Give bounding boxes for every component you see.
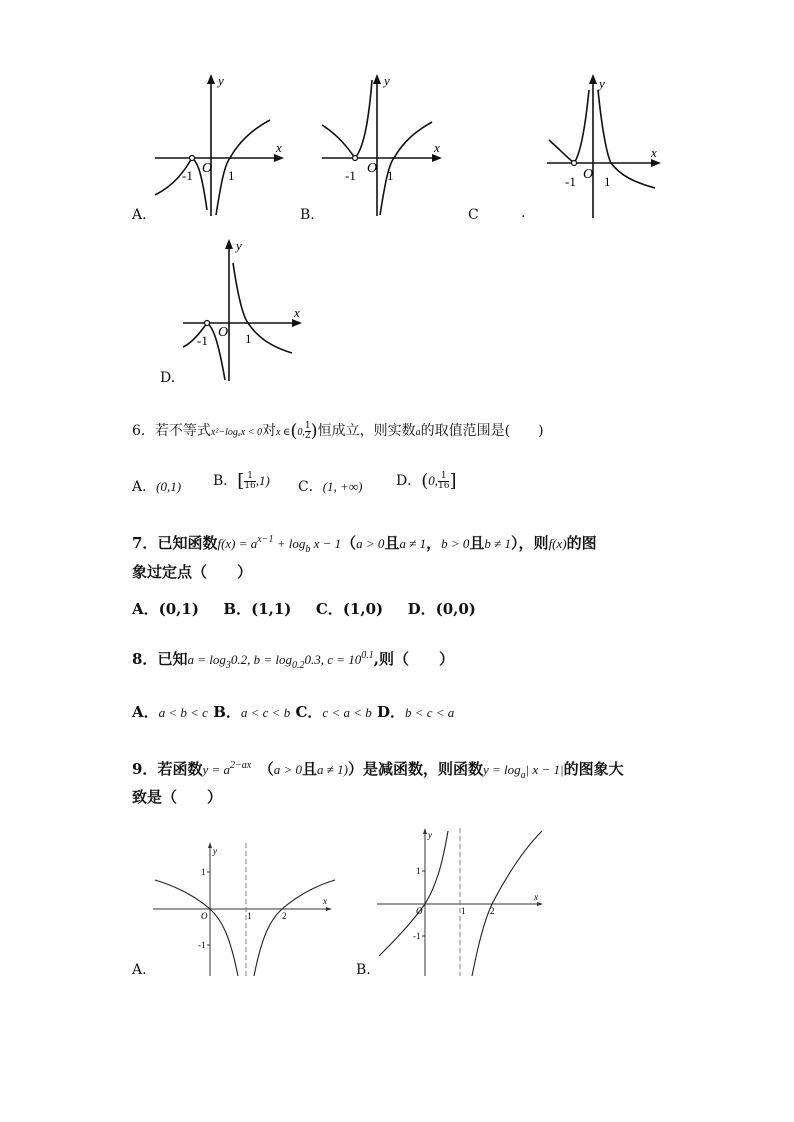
q6-option-d: D．(0, $\frac{1}{16}$ ] — [396, 470, 457, 492]
q5-option-c-label: C — [468, 207, 479, 223]
q6-option-b-label: B． — [213, 473, 238, 489]
q7-comma: ， — [426, 534, 442, 552]
q5b-x-label: x — [434, 140, 440, 155]
q9-graph-a — [150, 838, 340, 978]
q5a-tick-1: 1 — [228, 168, 235, 183]
q8-sub-b: 0.2 — [291, 660, 305, 671]
q6-option-a-label: A． — [132, 479, 157, 495]
q8-text-b: ,则（ ） — [373, 650, 455, 668]
q9-func2-sub: a — [520, 770, 526, 781]
q8-expr-a: a = log — [187, 652, 226, 667]
q9a-tick-x1: 1 — [247, 911, 252, 921]
q7-cond3: b > 0 — [441, 536, 470, 551]
q5a-y-label: y — [218, 73, 224, 88]
q7-text-a: 已知函数 — [157, 534, 218, 552]
q5-option-b-label: B. — [300, 207, 315, 223]
q9-number: 9． — [132, 760, 158, 778]
q9b-origin: O — [416, 906, 423, 916]
q8-option-a: A．a < b < c — [132, 703, 208, 721]
q8-expr-a2: 0.2, b = log — [230, 652, 292, 667]
q9b-tick-x1: 1 — [461, 906, 466, 916]
q5-option-d-label: D. — [160, 370, 176, 386]
q6-option-d-lo: 0, — [428, 473, 439, 488]
q7-option-d: D．(0,0) — [407, 600, 476, 618]
q6-option-d-label: D． — [396, 473, 422, 489]
q6-inequality: x²−logₐx < 0 — [210, 427, 262, 438]
q5d-y-label: y — [236, 238, 242, 253]
q9b-y-label: y — [428, 830, 432, 840]
q6-var: a — [415, 427, 421, 438]
q9b-tick-x2: 2 — [490, 906, 495, 916]
q8-option-c: C．c < a < b — [295, 703, 372, 721]
q9-func-sup: 2−ax — [230, 760, 252, 771]
q7-fx: f(x) — [548, 536, 567, 551]
q7-func-main: f(x) = a — [217, 536, 258, 551]
q9-and1: 且 — [302, 760, 318, 778]
q8-text-a: 已知 — [157, 650, 188, 668]
q8-sup-c: 0.1 — [361, 650, 374, 661]
q6-stem: 6．若不等式x²−logₐx < 0对x ∈(0, $\frac{1}{2}$ )恒成立，则实数a的取值范围是( ) — [132, 420, 544, 442]
q6-option-a-value: (0,1) — [156, 479, 182, 494]
q7-and2: 且 — [469, 534, 485, 552]
q9-text-a: 若函数 — [157, 760, 203, 778]
q5b-y-label: y — [384, 73, 390, 88]
q9-cond2: a ≠ 1) — [317, 762, 348, 777]
q8-number: 8． — [132, 650, 158, 668]
q7-func-end: x − 1 — [313, 536, 342, 551]
q5-graph-d — [180, 235, 310, 385]
q5a-x-label: x — [276, 140, 282, 155]
q7-stem-line2: 象过定点（ ） — [132, 563, 253, 581]
q6-option-b-rest: ,1) — [255, 473, 270, 488]
q9-stem-line1 — [132, 758, 624, 781]
q9-func2-main: y = log — [483, 762, 521, 777]
q5c-origin: O — [583, 167, 594, 182]
q7-number: 7． — [132, 534, 158, 552]
q6-option-c — [298, 476, 362, 496]
q9-graph-b — [374, 826, 549, 978]
q9-cond-open: （ — [266, 760, 274, 778]
q5c-tick-neg1: -1 — [565, 174, 576, 189]
q6-interval-lo: 0, — [297, 427, 305, 438]
q7-text-end: 的图 — [566, 534, 597, 552]
q6-option-b-den: 16 — [244, 480, 256, 491]
q9a-tick-ym1: -1 — [198, 940, 206, 950]
q6-text-a: 若不等式 — [154, 423, 211, 439]
q6-option-c-value: (1, +∞) — [322, 479, 363, 494]
q9-option-b-label: B. — [356, 962, 371, 978]
q5d-tick-neg1: -1 — [197, 333, 208, 348]
q7-option-c: C．(1,0) — [315, 600, 384, 618]
q5-option-c-dot: . — [521, 205, 526, 221]
q5d-x-label: x — [294, 305, 300, 320]
q5-graph-c — [545, 70, 670, 220]
q7-cond1: a > 0 — [356, 536, 385, 551]
q7-func-sup: x−1 — [257, 534, 274, 545]
q6-option-c-label: C． — [298, 479, 323, 495]
q6-option-b: B．[ $\frac{1}{16}$ ,1) — [213, 470, 270, 492]
q6-x-in: x ∈ — [276, 427, 291, 438]
q5-option-a-label: A. — [132, 207, 147, 223]
q6-number: 6． — [132, 423, 155, 439]
q9a-tick-x2: 2 — [282, 911, 287, 921]
q8-expr-b2: 0.3, c = 10 — [304, 652, 362, 667]
q6-option-d-den: 16 — [438, 480, 450, 491]
q9a-origin: O — [201, 911, 208, 921]
q5b-tick-neg1: -1 — [345, 168, 356, 183]
q9-func2-end: | x − 1| — [525, 762, 564, 777]
q8-stem — [132, 648, 454, 671]
q5b-tick-1: 1 — [387, 168, 394, 183]
q8-options — [132, 701, 454, 722]
q7-cond-open: （ — [341, 534, 357, 552]
q6-interval-den: 2 — [304, 430, 311, 441]
q9-func-main: y = a — [202, 762, 230, 777]
q5d-origin: O — [218, 325, 229, 340]
q7-cond-close: ），则 — [511, 534, 549, 552]
q7-option-a: A．(0,1) — [132, 600, 199, 618]
q5d-tick-1: 1 — [245, 331, 252, 346]
q9b-x-label: x — [534, 892, 538, 902]
q5c-y-label: y — [599, 76, 605, 91]
q5a-tick-neg1: -1 — [182, 168, 193, 183]
q9b-tick-y1: 1 — [416, 866, 421, 876]
q5c-x-label: x — [651, 145, 657, 160]
q6-option-b-num: 1 — [244, 472, 255, 482]
q7-and1: 且 — [384, 534, 400, 552]
q7-func-sub: b — [305, 544, 311, 555]
q9-text-c: 的图象大 — [563, 760, 624, 778]
q5-graph-a — [150, 70, 290, 220]
q9-text-b: ）是减函数，则函数 — [347, 760, 483, 778]
q5a-origin: O — [202, 161, 213, 176]
q7-cond4: b ≠ 1 — [484, 536, 512, 551]
q8-option-b: B．a < c < b — [213, 703, 291, 721]
q8-sub-a: 3 — [225, 660, 231, 671]
q7-func-mid: + log — [276, 536, 306, 551]
q6-text-d: 的取值范围是( ) — [420, 423, 544, 439]
q5c-tick-1: 1 — [604, 174, 611, 189]
q7-option-b: B．(1,1) — [223, 600, 292, 618]
q8-option-d: D．b < c < a — [376, 703, 455, 721]
q6-option-a — [132, 476, 181, 496]
q9-option-a-label: A. — [132, 962, 147, 978]
q9-stem-line2: 致是（ ） — [132, 788, 223, 806]
q7-options — [132, 598, 476, 619]
q6-option-d-num: 1 — [438, 472, 449, 482]
q7-cond2: a ≠ 1 — [399, 536, 427, 551]
q9a-x-label: x — [323, 896, 327, 906]
q9a-y-label: y — [213, 846, 217, 856]
q9b-tick-ym1: -1 — [413, 931, 421, 941]
q9a-tick-y1: 1 — [201, 867, 206, 877]
q6-interval-num: 1 — [304, 420, 311, 431]
q9-cond1: a > 0 — [273, 762, 302, 777]
q6-text-b: 对 — [262, 423, 276, 439]
q6-text-c: 恒成立，则实数 — [317, 423, 416, 439]
q5-graph-b — [320, 70, 450, 220]
q7-stem-line1 — [132, 532, 597, 555]
q5b-origin: O — [367, 161, 378, 176]
